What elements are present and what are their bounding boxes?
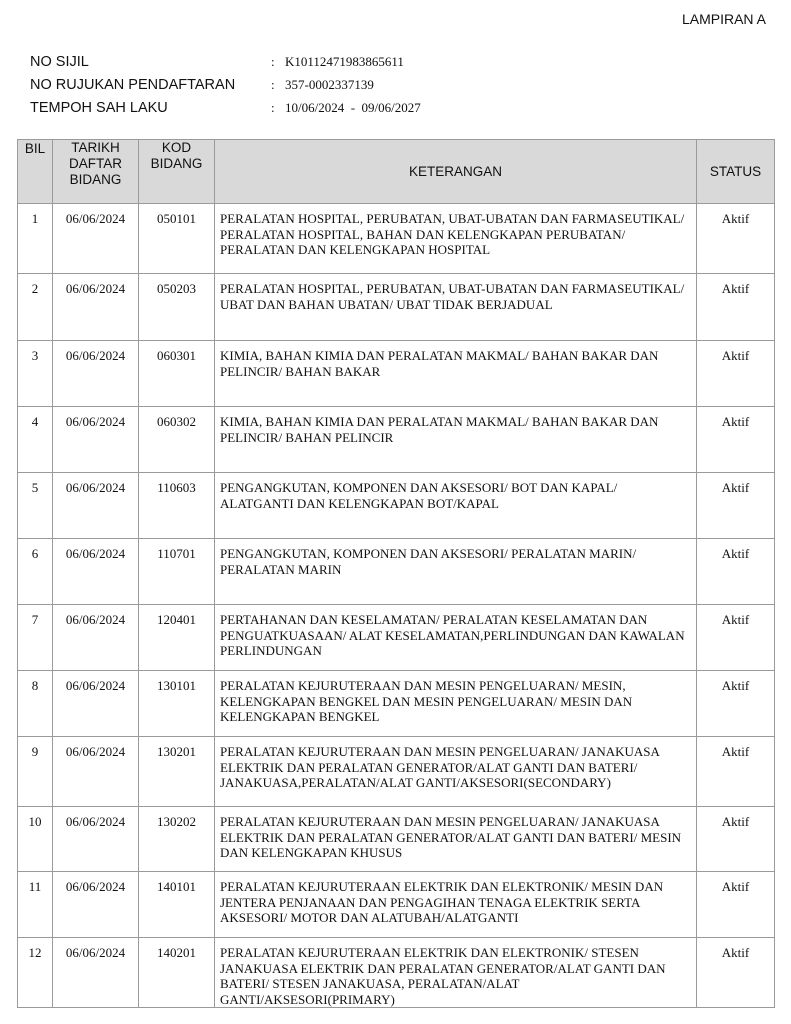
table-header-row bbox=[18, 140, 775, 204]
cell-bil: 3 bbox=[18, 341, 53, 407]
meta-colon: : bbox=[271, 76, 275, 92]
cell-keterangan: KIMIA, BAHAN KIMIA DAN PERALATAN MAKMAL/ BAHAN BAKAR DAN PELINCIR/ BAHAN PELINCIR bbox=[215, 407, 697, 473]
cell-kod-bidang: 110603 bbox=[139, 473, 215, 539]
cell-tarikh: 06/06/2024 bbox=[53, 671, 139, 737]
meta-value: K10112471983865611 bbox=[285, 53, 404, 69]
cell-tarikh: 06/06/2024 bbox=[53, 341, 139, 407]
cell-keterangan: PERALATAN KEJURUTERAAN DAN MESIN PENGELUARAN/ JANAKUASA ELEKTRIK DAN PERALATAN GENERATOR/ALAT GANTI DAN BATERI/ MESIN DAN KELENGKAPAN KHUSUS bbox=[215, 807, 697, 872]
table-row bbox=[18, 407, 775, 473]
cell-kod-bidang: 060301 bbox=[139, 341, 215, 407]
meta-label: TEMPOH SAH LAKU bbox=[30, 99, 168, 116]
header-line: DAFTAR bbox=[69, 156, 122, 171]
cell-tarikh: 06/06/2024 bbox=[53, 605, 139, 671]
cell-kod-bidang: 110701 bbox=[139, 539, 215, 605]
table-row bbox=[18, 341, 775, 407]
table-row bbox=[18, 605, 775, 671]
cell-kod-bidang: 050101 bbox=[139, 204, 215, 274]
header-tarikh-daftar-bidang bbox=[53, 140, 139, 204]
cell-tarikh: 06/06/2024 bbox=[53, 737, 139, 807]
cell-kod-bidang: 140101 bbox=[139, 872, 215, 938]
cell-kod-bidang: 050203 bbox=[139, 274, 215, 341]
cell-tarikh: 06/06/2024 bbox=[53, 473, 139, 539]
header-line: TARIKH bbox=[71, 140, 120, 155]
meta-value: 357-0002337139 bbox=[285, 76, 374, 92]
cell-status: Aktif bbox=[697, 204, 775, 274]
table-row bbox=[18, 671, 775, 737]
cell-keterangan: PERALATAN HOSPITAL, PERUBATAN, UBAT-UBATAN DAN FARMASEUTIKAL/ UBAT DAN BAHAN UBATAN/ UBAT TIDAK BERJADUAL bbox=[215, 274, 697, 341]
cell-bil: 2 bbox=[18, 274, 53, 341]
cell-kod-bidang: 140201 bbox=[139, 938, 215, 1008]
table-row bbox=[18, 872, 775, 938]
cell-tarikh: 06/06/2024 bbox=[53, 807, 139, 872]
cell-bil: 7 bbox=[18, 605, 53, 671]
meta-colon: : bbox=[271, 53, 275, 69]
cell-status: Aktif bbox=[697, 671, 775, 737]
cell-bil: 12 bbox=[18, 938, 53, 1008]
cell-kod-bidang: 120401 bbox=[139, 605, 215, 671]
meta-row-tempoh bbox=[30, 96, 421, 119]
cell-tarikh: 06/06/2024 bbox=[53, 274, 139, 341]
meta-row-no-sijil bbox=[30, 50, 421, 73]
cell-status: Aktif bbox=[697, 274, 775, 341]
cell-keterangan: PENGANGKUTAN, KOMPONEN DAN AKSESORI/ PERALATAN MARIN/ PERALATAN MARIN bbox=[215, 539, 697, 605]
cell-status: Aktif bbox=[697, 407, 775, 473]
header-bil: BIL bbox=[18, 140, 53, 204]
cell-keterangan: PERALATAN HOSPITAL, PERUBATAN, UBAT-UBATAN DAN FARMASEUTIKAL/ PERALATAN HOSPITAL, BAHAN DAN KELENGKAPAN PERUBATAN/ PERALATAN DAN KELENGKAPAN HOSPITAL bbox=[215, 204, 697, 274]
cell-tarikh: 06/06/2024 bbox=[53, 407, 139, 473]
table-row bbox=[18, 204, 775, 274]
header-keterangan: KETERANGAN bbox=[215, 140, 697, 204]
cell-status: Aktif bbox=[697, 737, 775, 807]
cell-kod-bidang: 130101 bbox=[139, 671, 215, 737]
cell-tarikh: 06/06/2024 bbox=[53, 204, 139, 274]
table-row bbox=[18, 473, 775, 539]
cell-keterangan: PERALATAN KEJURUTERAAN DAN MESIN PENGELUARAN/ JANAKUASA ELEKTRIK DAN PERALATAN GENERATOR/ALAT GANTI DAN BATERI/ JANAKUASA,PERALATAN/ALAT GANTI/AKSESORI(SECONDARY) bbox=[215, 737, 697, 807]
cell-tarikh: 06/06/2024 bbox=[53, 539, 139, 605]
cell-keterangan: PERALATAN KEJURUTERAAN ELEKTRIK DAN ELEKTRONIK/ STESEN JANAKUASA ELEKTRIK DAN PERALATAN GENERATOR/ALAT GANTI DAN BATERI/ STESEN JANAKUASA, PERALATAN/ALAT GANTI/AKSESORI(PRIMARY) bbox=[215, 938, 697, 1008]
meta-colon: : bbox=[271, 99, 275, 115]
cell-bil: 6 bbox=[18, 539, 53, 605]
cell-bil: 11 bbox=[18, 872, 53, 938]
cell-bil: 8 bbox=[18, 671, 53, 737]
header-status: STATUS bbox=[697, 140, 775, 204]
meta-value: 10/06/2024 - 09/06/2027 bbox=[285, 99, 421, 115]
header-line: BIDANG bbox=[150, 156, 203, 171]
header-line: BIDANG bbox=[69, 172, 122, 187]
table-row bbox=[18, 274, 775, 341]
cell-bil: 1 bbox=[18, 204, 53, 274]
cell-tarikh: 06/06/2024 bbox=[53, 938, 139, 1008]
cell-bil: 5 bbox=[18, 473, 53, 539]
cell-kod-bidang: 130202 bbox=[139, 807, 215, 872]
meta-label: NO RUJUKAN PENDAFTARAN bbox=[30, 76, 236, 93]
cell-keterangan: PENGANGKUTAN, KOMPONEN DAN AKSESORI/ BOT DAN KAPAL/ ALATGANTI DAN KELENGKAPAN BOT/KAPAL bbox=[215, 473, 697, 539]
table-row bbox=[18, 737, 775, 807]
table-body bbox=[18, 204, 775, 1008]
cell-status: Aktif bbox=[697, 872, 775, 938]
appendix-title: LAMPIRAN A bbox=[681, 11, 766, 27]
certificate-details bbox=[30, 50, 421, 119]
cell-kod-bidang: 060302 bbox=[139, 407, 215, 473]
cell-status: Aktif bbox=[697, 807, 775, 872]
field-registration-table bbox=[17, 139, 775, 1008]
header-kod-bidang bbox=[139, 140, 215, 204]
cell-bil: 4 bbox=[18, 407, 53, 473]
table-row bbox=[18, 938, 775, 1008]
meta-row-no-rujukan bbox=[30, 73, 421, 96]
cell-bil: 9 bbox=[18, 737, 53, 807]
meta-label: NO SIJIL bbox=[30, 53, 89, 70]
table-row bbox=[18, 807, 775, 872]
cell-status: Aktif bbox=[697, 605, 775, 671]
cell-keterangan: PERTAHANAN DAN KESELAMATAN/ PERALATAN KESELAMATAN DAN PENGUATKUASAAN/ ALAT KESELAMATAN,PERLINDUNGAN DAN KAWALAN PERLINDUNGAN bbox=[215, 605, 697, 671]
cell-kod-bidang: 130201 bbox=[139, 737, 215, 807]
cell-keterangan: KIMIA, BAHAN KIMIA DAN PERALATAN MAKMAL/ BAHAN BAKAR DAN PELINCIR/ BAHAN BAKAR bbox=[215, 341, 697, 407]
cell-tarikh: 06/06/2024 bbox=[53, 872, 139, 938]
cell-status: Aktif bbox=[697, 473, 775, 539]
cell-status: Aktif bbox=[697, 938, 775, 1008]
cell-bil: 10 bbox=[18, 807, 53, 872]
cell-keterangan: PERALATAN KEJURUTERAAN DAN MESIN PENGELUARAN/ MESIN, KELENGKAPAN BENGKEL DAN MESIN PENGELUARAN/ MESIN DAN KELENGKAPAN BENGKEL bbox=[215, 671, 697, 737]
cell-status: Aktif bbox=[697, 539, 775, 605]
header-line: KOD bbox=[161, 140, 192, 155]
cell-keterangan: PERALATAN KEJURUTERAAN ELEKTRIK DAN ELEKTRONIK/ MESIN DAN JENTERA PENJANAAN DAN PENGAGIHAN TENAGA ELEKTRIK SERTA AKSESORI/ MOTOR DAN ALATUBAH/ALATGANTI bbox=[215, 872, 697, 938]
table-row bbox=[18, 539, 775, 605]
cell-status: Aktif bbox=[697, 341, 775, 407]
